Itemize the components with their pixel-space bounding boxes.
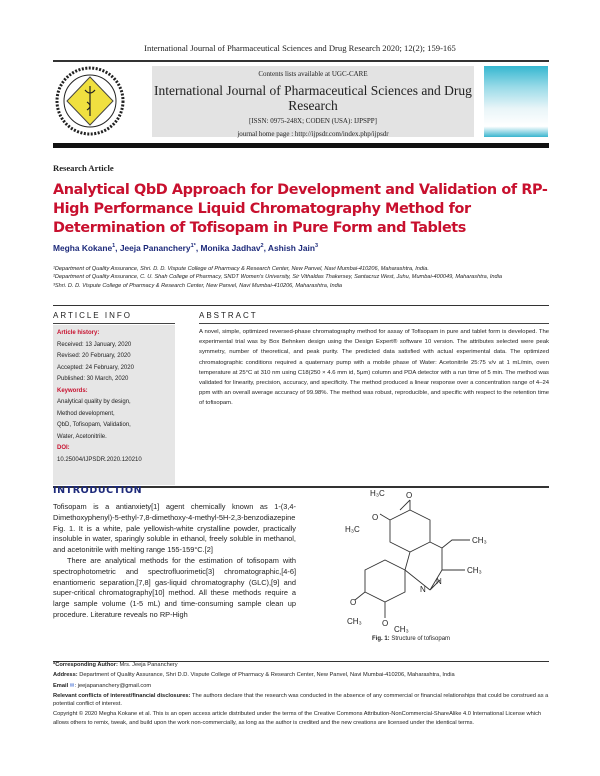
doi-label: DOI:	[57, 445, 70, 451]
introduction-body	[53, 502, 296, 621]
keywords-label: Keywords:	[57, 387, 88, 394]
paragraph: There are analytical methods for the estimation of tofisopam with spectrophotometric and spectrofluorimetic[3] chromatographic,[4-6] enantiomeric separation,[7,8] gas-liquid chromatography (GLC),[9] and super-critical chromatography[10] method. All these methods require a large sample volume (1-5 mL) and time-consuming sample clean up procedure. Literature reveals no RP-High	[53, 555, 296, 619]
author: Monika Jadhav	[200, 243, 261, 253]
conflict-label: Relevant conflicts of interest/financial disclosures:	[53, 692, 191, 699]
keyword: QbD, Tofisopam, Validation,	[57, 422, 131, 428]
journal-issn: [ISSN: 0975-248X; CODEN (USA): IJPSPP]	[249, 117, 377, 125]
article-type: Research Article	[53, 163, 114, 173]
copyright: Copyright © 2020 Megha Kokane et al. This is an open access article distributed under the terms of the Creative Commons Attribution-NonCommercial-ShareAlike 4.0 International License which allows others to remix, tweak, and build upon the work non-commercially, as long as the author is credited and the new creations are licensed under the identical terms.	[53, 711, 542, 726]
article-title: Analytical QbD Approach for Development and Validation of RP-High Performance Liquid Chromatography Method for Determination of Tofisopam in Pure Form and Tablets	[53, 182, 548, 236]
author-sup: 1*	[190, 243, 196, 250]
running-header: International Journal of Pharmaceutical Sciences and Drug Research 2020; 12(2); 159-165	[144, 43, 456, 53]
address: Department of Quality Assurance, Shri D.D. Vispute College of Pharmacy & Research Center, New Panvel, Navi Mumbai-410206, Maharashtra, India	[79, 672, 455, 679]
journal-logo	[55, 66, 125, 136]
label: O	[350, 598, 357, 607]
divider	[199, 323, 549, 324]
banner-rule	[53, 143, 549, 148]
label: O	[382, 619, 389, 628]
author: Ashish Jain	[267, 243, 315, 253]
label: CH₃	[347, 617, 362, 626]
label: CH₃	[472, 536, 487, 545]
affiliations	[53, 265, 553, 290]
footnotes: *Corresponding Author: Mrs. Jeeja Pananchery Address: Department of Quality Assurance, Shri D.D. Vispute College of Pharmacy & Research Center, New Panvel, Navi Mumbai-410206, Maharashtra, India Email ✉: jeejapananchery@gmail.com Relevant conflicts of interest/financial disclosures: The authors declare that the research was conducted in the absence of any commercial or financial relationships that could be construed as a potential conflict of interest. Copyright © 2020 Megha Kokane et al. This is an open access article distributed under the terms of the Creative Commons Attribution-NonCommercial-ShareAlike 4.0 International License which allows others to remix, tweak, and build upon the work non-commercially, as long as the author is credited and the new creations are licensed under the identical terms.	[53, 662, 549, 726]
history-label: Article history:	[57, 330, 100, 336]
accepted-date: Accepted: 24 February, 2020	[57, 364, 134, 371]
affiliation: ²Department of Quality Assurance, C. U. Shah College of Pharmacy, SNDT Women's University, Sir Vithaldas Thakersey, Santacruz West, Juhu, Mumbai-400049, Maharashtra, India	[53, 274, 502, 281]
keyword: Method development,	[57, 410, 115, 417]
author-sup: 3	[314, 243, 318, 250]
author-sup: 2	[260, 243, 264, 250]
keyword: Water, Acetonitrile.	[57, 433, 107, 440]
label: O	[372, 513, 379, 522]
published-date: Published: 30 March, 2020	[57, 376, 129, 382]
corr-label: *Corresponding Author:	[53, 662, 118, 668]
introduction-heading: INTRODUCTION	[53, 485, 143, 496]
abstract-heading: ABSTRACT	[199, 311, 258, 320]
author-sup: 1	[112, 243, 116, 250]
contents-line: Contents lists available at UGC-CARE	[258, 70, 368, 78]
label: H₃C	[345, 525, 360, 534]
address-label: Address:	[53, 672, 78, 679]
email-link[interactable]: jeejapananchery@gmail.com	[77, 682, 152, 689]
keyword: Analytical quality by design,	[57, 399, 131, 405]
label: N	[420, 585, 426, 594]
paragraph: Tofisopam is a antianxiety[1] agent chemically known as 1-(3,4-Dimethoxyphenyl)-5-ethyl-7,8-dimethoxy-4-methyl-5H-2,3-benzodiazepine Fig. 1. It is a white, pale yellowish-white crystalline powder, practically insoluble in water, sparingly soluble in ethanol, freely soluble in methanol, and acetonitrile with melting range 155-159°C.[2]	[53, 502, 296, 555]
figure-caption	[372, 636, 450, 642]
revised-date: Revised: 20 February, 2020	[57, 353, 131, 359]
received-date: Received: 13 January, 2020	[57, 341, 132, 348]
caption-text: Structure of tofisopam	[391, 636, 451, 642]
label: N	[436, 577, 442, 586]
article-info-box	[53, 325, 175, 485]
journal-cover-image	[484, 66, 548, 137]
journal-banner	[152, 66, 474, 137]
journal-homepage-link[interactable]: journal home page : http://ijpsdr.com/index.php/ijpsdr	[237, 130, 389, 138]
conflict-text: The authors declare that the research was conducted in the absence of any commercial or financial relationships that could be construed as a potential conflict of interest.	[53, 692, 549, 708]
author-list: Megha Kokane$^1$, Jeeja Pananchery$^{1*}$, Monika Jadhav$^2$, Ashish Jain$^3$	[53, 243, 318, 253]
affiliation: ³Shri. D. D. Vispute College of Pharmacy & Research Center, New Panvel, Navi Mumbai-410206, Maharashtra, India	[53, 282, 343, 289]
author: Jeeja Pananchery	[119, 243, 191, 253]
corresponding-author: Mrs. Jeeja Pananchery	[119, 662, 178, 668]
label: CH₃	[394, 625, 409, 634]
doi-link[interactable]: 10.25004/IJPSDR.2020.120210	[57, 456, 142, 463]
label: O	[406, 491, 413, 500]
divider	[53, 323, 175, 324]
article-info-heading: ARTICLE INFO	[53, 311, 132, 320]
email-label: Email	[53, 682, 69, 689]
journal-title: International Journal of Pharmaceutical Sciences and Drug Research	[154, 83, 472, 113]
affiliation: ¹Department of Quality Assurance, Shri. D. D. Vispute College of Pharmacy & Research Center, New Panvel, Navi Mumbai-410206, Maharashtra, India.	[53, 266, 429, 272]
label: CH₃	[467, 566, 482, 575]
tofisopam-structure-figure	[330, 480, 550, 640]
caption-label: Fig. 1:	[372, 636, 390, 642]
header-rule	[53, 60, 549, 62]
affiliation-rule	[53, 305, 549, 306]
abstract-text: A novel, simple, optimized reversed-phase chromatography method for assay of Tofisopam in pure and tablet form is developed. The experimental trial was by Box Behnken design using the Design Expert® software 10 version. The attributes selected were peak symmetry, number of theoretical, and peak purity. The predicted data satisfied with actual experimental data. The optimized chromatographic conditions required a quaternary pump with a mobile phase of Water: Acetonitrile 25:75 v/v at 1 mL/min, oven temperature at 25°C at 310 nm using C18(250 × 4.6 mm id, 5μm) column and PDA detector with a run time of 5 min. The method was validated for linearity, precision, accuracy, and specificity. The method produced a linear response over a concentration range of 4–24 ppm with an overall average accuracy of 99.98%. The method was robust, reproducible, and specific with respect to the retention time of tofisopam.	[199, 329, 549, 407]
envelope-icon: ✉	[69, 682, 75, 689]
label: H₃C	[370, 489, 385, 498]
author: Megha Kokane	[53, 243, 113, 253]
